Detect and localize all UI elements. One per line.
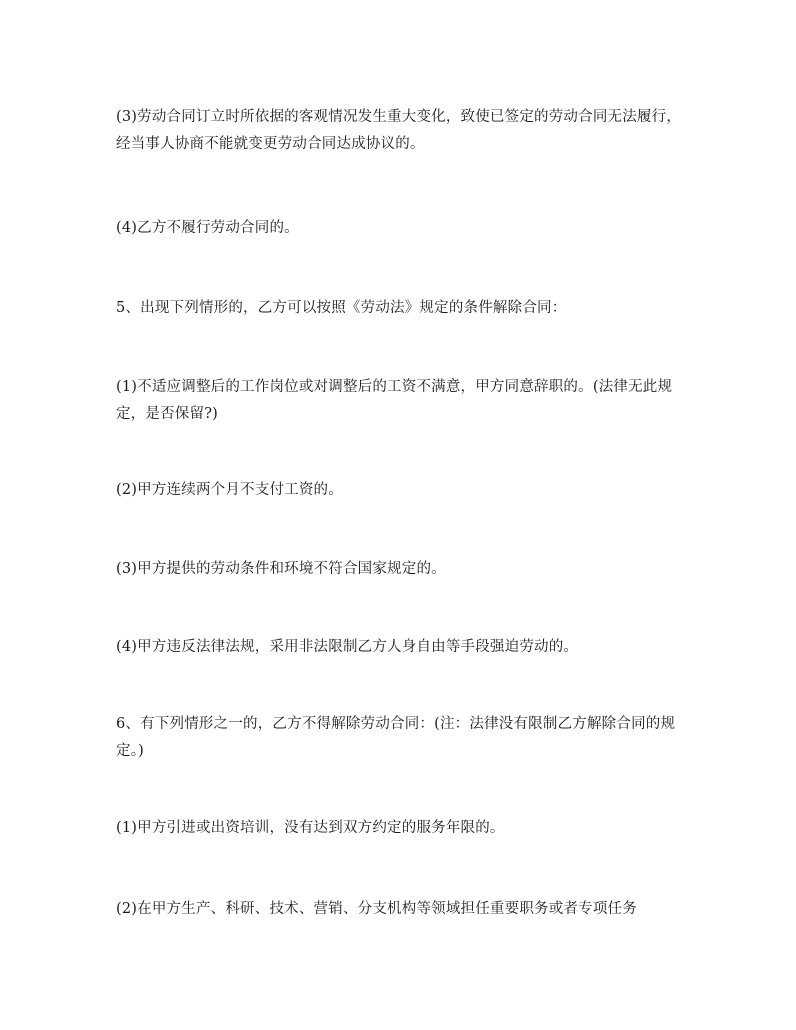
section-5-item-2: (2)甲方连续两个月不支付工资的。 [116,482,343,498]
clause-3-objective-change: (3)劳动合同订立时所依据的客观情况发生重大变化，致使已签定的劳动合同无法履行，经当事人协商不能就变更劳动合同达成协议的。 [116,109,682,152]
section-5-heading: 5、出现下列情形的，乙方可以按照《劳动法》规定的条件解除合同： [116,300,567,316]
section-5-item-4: (4)甲方违反法律法规，采用非法限制乙方人身自由等手段强迫劳动的。 [116,639,579,655]
section-6-item-1: (1)甲方引进或出资培训，没有达到双方约定的服务年限的。 [116,820,505,836]
section-5-item-1: (1)不适应调整后的工作岗位或对调整后的工资不满意，甲方同意辞职的。(法律无此规定，是否保留?) [116,379,673,422]
section-6-heading: 6、有下列情形之一的，乙方不得解除劳动合同：(注：法律没有限制乙方解除合同的规定。) [116,716,676,759]
section-5-item-3: (3)甲方提供的劳动条件和环境不符合国家规定的。 [116,561,446,577]
section-6-item-2: (2)在甲方生产、科研、技术、营销、分支机构等领域担任重要职务或者专项任务 [116,901,637,917]
clause-4-employee-nonperformance: (4)乙方不履行劳动合同的。 [116,220,299,236]
